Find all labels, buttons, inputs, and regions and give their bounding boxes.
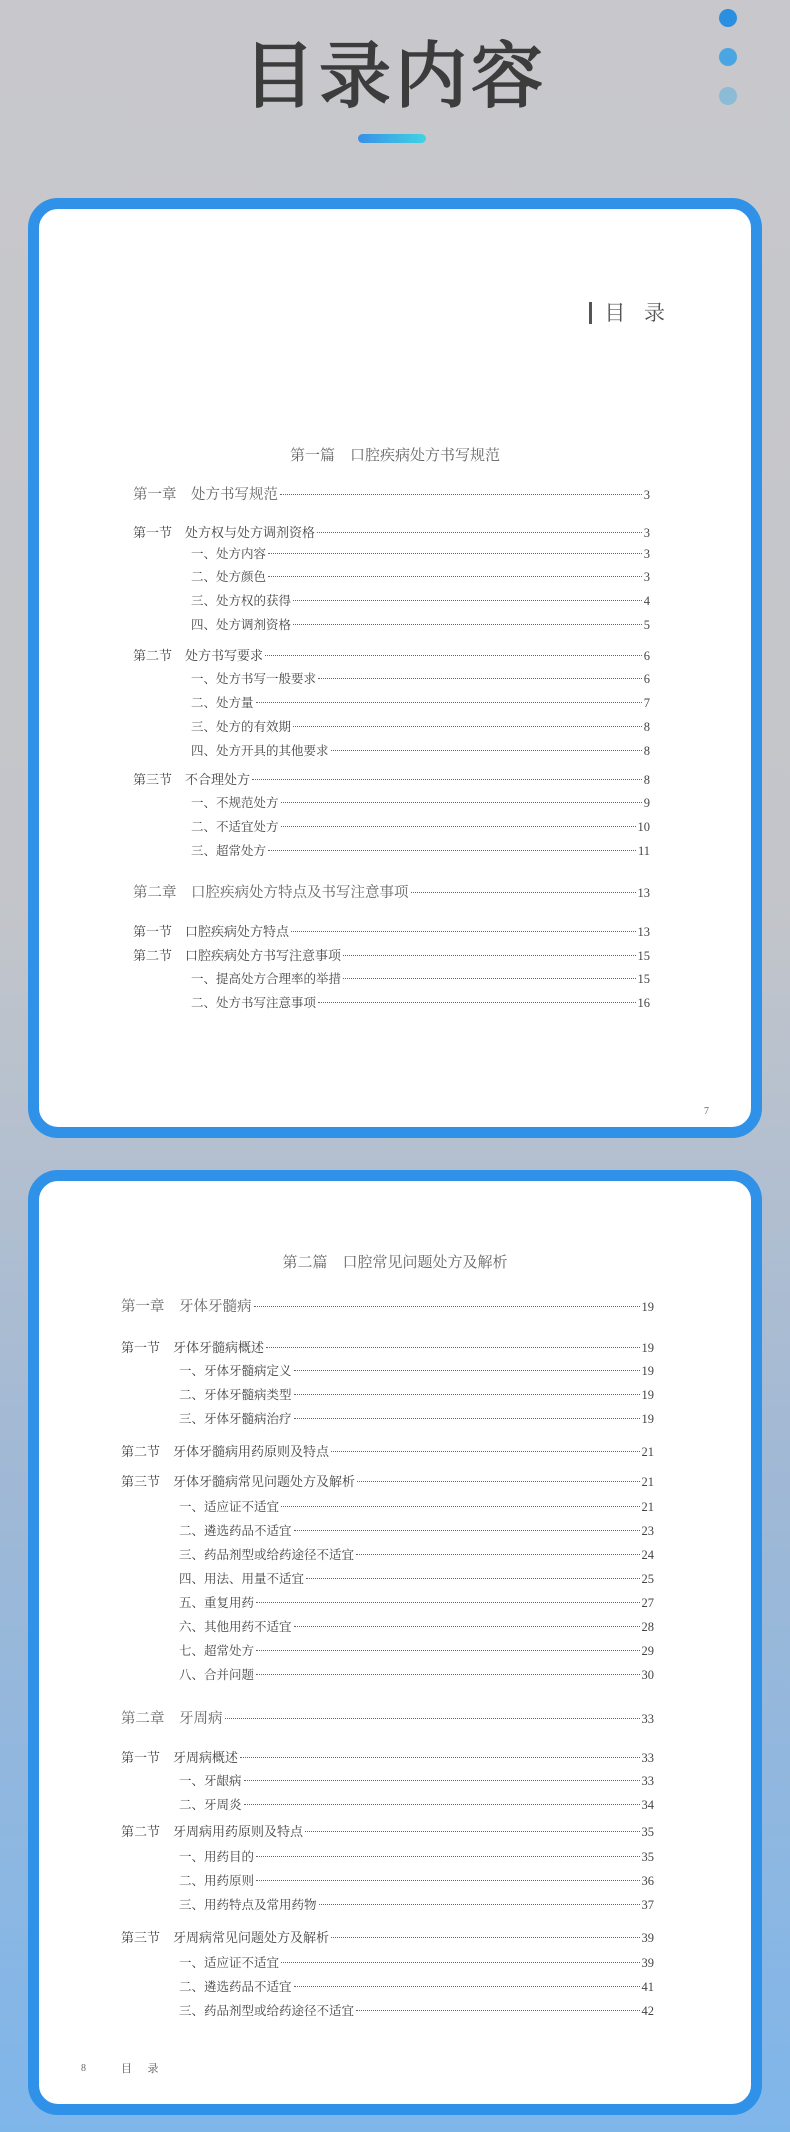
dot-leader <box>319 1904 640 1905</box>
toc-entry-section <box>133 645 650 664</box>
page-number: 7 <box>704 1106 709 1117</box>
toc-entry-page: 15 <box>637 972 650 986</box>
toc-entry-label: 第一节 处方权与处方调剂资格 <box>133 526 316 541</box>
toc-entry-page: 37 <box>641 1898 654 1912</box>
decoration-dot <box>719 48 737 66</box>
toc-entry-label: 第二节 口腔疾病处方书写注意事项 <box>133 949 342 964</box>
toc-entry-label: 第二章 口腔疾病处方特点及书写注意事项 <box>133 885 409 901</box>
toc-entry-item <box>191 969 650 987</box>
part-title: 第二篇 口腔常见问题处方及解析 <box>282 1253 508 1271</box>
dot-leader <box>293 624 642 625</box>
toc-entry-label: 第二节 牙周病用药原则及特点 <box>121 1825 304 1840</box>
toc-entry-label: 三、用药特点及常用药物 <box>179 1898 317 1912</box>
toc-entry-page: 28 <box>641 1620 654 1634</box>
toc-entry-page: 9 <box>643 796 650 810</box>
toc-entry-section <box>121 1471 654 1490</box>
dot-leader <box>268 553 642 554</box>
title-underline <box>358 134 426 143</box>
toc-entry-item <box>179 1617 654 1635</box>
toc-entry-page: 6 <box>643 649 650 663</box>
toc-entry-label: 第三节 牙体牙髓病常见问题处方及解析 <box>121 1475 356 1490</box>
dot-leader <box>281 1506 639 1507</box>
toc-entry-page: 29 <box>641 1644 654 1658</box>
toc-entry-chapter <box>133 881 650 902</box>
toc-entry-label: 第二章 牙周病 <box>121 1711 223 1727</box>
toc-entry-label: 二、遴选药品不适宜 <box>179 1524 292 1538</box>
toc-entry-label: 四、用法、用量不适宜 <box>179 1572 305 1586</box>
toc-entry-section <box>121 1821 654 1840</box>
dot-leader <box>266 1347 639 1348</box>
toc-entry-chapter <box>121 1295 654 1316</box>
toc-entry-label: 第一章 处方书写规范 <box>133 487 278 503</box>
dot-leader <box>331 1937 639 1938</box>
dot-leader <box>256 1880 639 1881</box>
toc-entry-page: 4 <box>643 594 650 608</box>
toc-entry-item <box>179 1977 654 1995</box>
toc-entry-item <box>179 1545 654 1563</box>
toc-entry-item <box>191 741 650 759</box>
toc-entry-item <box>179 1569 654 1587</box>
toc-entry-page: 33 <box>641 1712 654 1726</box>
toc-entry-page: 24 <box>641 1548 654 1562</box>
toc-entry-page: 5 <box>643 618 650 632</box>
toc-entry-page: 25 <box>641 1572 654 1586</box>
dot-leader <box>244 1804 640 1805</box>
toc-entry-item <box>179 2001 654 2019</box>
toc-entry-label: 二、不适宜处方 <box>191 820 279 834</box>
toc-entry-label: 三、处方的有效期 <box>191 720 292 734</box>
toc-entry-item <box>179 1385 654 1403</box>
toc-entry-label: 二、牙周炎 <box>179 1798 242 1812</box>
toc-entry-label: 一、不规范处方 <box>191 796 279 810</box>
toc-entry-label: 三、药品剂型或给药途径不适宜 <box>179 2004 355 2018</box>
dot-leader <box>268 576 642 577</box>
dot-leader <box>294 1370 640 1371</box>
toc-entry-label: 第一节 牙体牙髓病概述 <box>121 1341 265 1356</box>
toc-entry-label: 第三节 牙周病常见问题处方及解析 <box>121 1931 330 1946</box>
toc-entry-page: 30 <box>641 1668 654 1682</box>
toc-entry-label: 第一章 牙体牙髓病 <box>121 1299 252 1315</box>
dot-leader <box>294 1394 640 1395</box>
toc-entry-label: 三、牙体牙髓病治疗 <box>179 1412 292 1426</box>
decoration-dot <box>719 9 737 27</box>
dot-leader <box>256 1856 639 1857</box>
page-title: 目录内容 <box>242 34 547 118</box>
dot-leader <box>356 1554 639 1555</box>
toc-entry-chapter <box>121 1707 654 1728</box>
dot-leader <box>240 1757 639 1758</box>
toc-entry-page: 19 <box>641 1412 654 1426</box>
toc-entry-section <box>133 769 650 788</box>
toc-entry-item <box>191 817 650 835</box>
toc-entry-page: 35 <box>641 1850 654 1864</box>
toc-entry-label: 八、合并问题 <box>179 1668 255 1682</box>
toc-entry-item <box>191 793 650 811</box>
toc-entry-section <box>121 1747 654 1766</box>
toc-entry-page: 11 <box>637 844 650 858</box>
toc-entry-page: 13 <box>637 886 650 900</box>
toc-entry-page: 8 <box>643 720 650 734</box>
dot-leader <box>256 702 642 703</box>
dot-leader <box>291 931 635 932</box>
toc-entry-item <box>179 1871 654 1889</box>
toc-entry-label: 三、处方权的获得 <box>191 594 292 608</box>
toc-entry-page: 3 <box>643 526 650 540</box>
toc-entry-label: 二、处方颜色 <box>191 570 267 584</box>
toc-entry-item <box>191 693 650 711</box>
toc-entry-label: 第二节 牙体牙髓病用药原则及特点 <box>121 1445 330 1460</box>
toc-entry-label: 一、用药目的 <box>179 1850 255 1864</box>
dot-leader <box>281 1962 639 1963</box>
dot-leader <box>254 1306 640 1307</box>
toc-entry-chapter <box>133 483 650 504</box>
toc-entry-item <box>179 1771 654 1789</box>
toc-entry-page: 13 <box>637 925 650 939</box>
toc-entry-label: 五、重复用药 <box>179 1596 255 1610</box>
dot-leader <box>252 779 642 780</box>
toc-entry-section <box>121 1927 654 1946</box>
toc-entry-section <box>133 921 650 940</box>
toc-entry-label: 二、处方书写注意事项 <box>191 996 317 1010</box>
dot-leader <box>256 1650 639 1651</box>
toc-entry-section <box>121 1441 654 1460</box>
toc-entry-page: 15 <box>637 949 650 963</box>
toc-entry-item <box>179 1953 654 1971</box>
dot-leader <box>244 1780 640 1781</box>
dot-leader <box>293 600 642 601</box>
toc-entry-page: 19 <box>641 1300 654 1314</box>
dot-leader <box>305 1831 639 1832</box>
toc-entry-page: 3 <box>643 488 650 502</box>
dot-leader <box>225 1718 640 1719</box>
dot-leader <box>356 2010 639 2011</box>
dot-leader <box>294 1418 640 1419</box>
dot-leader <box>281 802 642 803</box>
dot-leader <box>318 678 642 679</box>
toc-entry-item <box>191 717 650 735</box>
toc-entry-item <box>179 1521 654 1539</box>
toc-entry-page: 3 <box>643 547 650 561</box>
toc-entry-page: 36 <box>641 1874 654 1888</box>
toc-entry-item <box>179 1361 654 1379</box>
toc-entry-item <box>191 669 650 687</box>
toc-entry-label: 一、适应证不适宜 <box>179 1500 280 1514</box>
toc-entry-page: 19 <box>641 1341 654 1355</box>
footer-page-number: 8 <box>81 2063 86 2074</box>
dot-leader <box>357 1481 639 1482</box>
toc-entry-page: 3 <box>643 570 650 584</box>
dot-leader <box>280 494 642 495</box>
toc-entry-label: 一、牙龈病 <box>179 1774 242 1788</box>
dot-leader <box>411 892 636 893</box>
toc-entry-label: 六、其他用药不适宜 <box>179 1620 292 1634</box>
toc-entry-label: 一、处方内容 <box>191 547 267 561</box>
footer-label: 目 录 <box>121 2062 165 2075</box>
toc-entry-item <box>179 1847 654 1865</box>
toc-entry-item <box>191 567 650 585</box>
toc-entry-label: 四、处方开具的其他要求 <box>191 744 329 758</box>
toc-entry-page: 27 <box>641 1596 654 1610</box>
toc-heading: 目 录 <box>589 302 671 324</box>
toc-entry-page: 21 <box>641 1500 654 1514</box>
toc-entry-item <box>179 1641 654 1659</box>
toc-entry-page: 19 <box>641 1388 654 1402</box>
toc-entry-page: 39 <box>641 1931 654 1945</box>
toc-entry-page: 16 <box>637 996 650 1010</box>
dot-leader <box>317 532 642 533</box>
toc-entry-item <box>179 1895 654 1913</box>
toc-entry-page: 33 <box>641 1774 654 1788</box>
toc-entry-label: 第一节 牙周病概述 <box>121 1751 239 1766</box>
dot-leader <box>265 655 642 656</box>
toc-entry-page: 8 <box>643 744 650 758</box>
dot-leader <box>281 826 636 827</box>
toc-entry-page: 21 <box>641 1445 654 1459</box>
toc-entry-section <box>121 1337 654 1356</box>
toc-entry-page: 34 <box>641 1798 654 1812</box>
toc-entry-label: 四、处方调剂资格 <box>191 618 292 632</box>
toc-entry-item <box>191 841 650 859</box>
toc-entry-page: 10 <box>637 820 650 834</box>
toc-entry-page: 39 <box>641 1956 654 1970</box>
toc-entry-label: 第二节 处方书写要求 <box>133 649 264 664</box>
toc-entry-item <box>191 591 650 609</box>
toc-entry-page: 7 <box>643 696 650 710</box>
toc-entry-label: 二、遴选药品不适宜 <box>179 1980 292 1994</box>
toc-entry-page: 6 <box>643 672 650 686</box>
toc-entry-section <box>133 945 650 964</box>
dot-leader <box>256 1674 639 1675</box>
decoration-dot <box>719 87 737 105</box>
dot-leader <box>256 1602 639 1603</box>
toc-entry-page: 8 <box>643 773 650 787</box>
toc-entry-item <box>191 615 650 633</box>
toc-entry-section <box>133 522 650 541</box>
dot-leader <box>318 1002 635 1003</box>
toc-entry-label: 一、适应证不适宜 <box>179 1956 280 1970</box>
toc-entry-page: 42 <box>641 2004 654 2018</box>
toc-entry-item <box>179 1665 654 1683</box>
dot-leader <box>306 1578 639 1579</box>
dot-leader <box>294 1530 640 1531</box>
toc-entry-page: 41 <box>641 1980 654 1994</box>
toc-entry-label: 七、超常处方 <box>179 1644 255 1658</box>
toc-entry-label: 第三节 不合理处方 <box>133 773 251 788</box>
toc-entry-item <box>179 1409 654 1427</box>
toc-entry-item <box>179 1497 654 1515</box>
toc-entry-page: 23 <box>641 1524 654 1538</box>
toc-entry-label: 三、药品剂型或给药途径不适宜 <box>179 1548 355 1562</box>
dot-leader <box>331 1451 639 1452</box>
toc-entry-page: 21 <box>641 1475 654 1489</box>
dot-leader <box>331 750 642 751</box>
toc-entry-label: 三、超常处方 <box>191 844 267 858</box>
dot-leader <box>343 955 635 956</box>
toc-entry-item <box>191 993 650 1011</box>
toc-entry-page: 33 <box>641 1751 654 1765</box>
toc-entry-page: 19 <box>641 1364 654 1378</box>
dot-leader <box>293 726 642 727</box>
toc-entry-label: 一、牙体牙髓病定义 <box>179 1364 292 1378</box>
toc-entry-page: 35 <box>641 1825 654 1839</box>
part-title: 第一篇 口腔疾病处方书写规范 <box>289 446 500 464</box>
toc-entry-item <box>179 1593 654 1611</box>
toc-entry-item <box>191 544 650 562</box>
toc-entry-label: 二、用药原则 <box>179 1874 255 1888</box>
dot-leader <box>294 1986 640 1987</box>
toc-entry-label: 一、提高处方合理率的举措 <box>191 972 342 986</box>
toc-entry-item <box>179 1795 654 1813</box>
dot-leader <box>343 978 635 979</box>
dot-leader <box>268 850 636 851</box>
toc-page-card-1 <box>28 198 762 1138</box>
dot-leader <box>294 1626 640 1627</box>
toc-entry-label: 二、牙体牙髓病类型 <box>179 1388 292 1402</box>
toc-page-card-2 <box>28 1170 762 2115</box>
toc-entry-label: 第一节 口腔疾病处方特点 <box>133 925 290 940</box>
toc-entry-label: 一、处方书写一般要求 <box>191 672 317 686</box>
toc-entry-label: 二、处方量 <box>191 696 254 710</box>
